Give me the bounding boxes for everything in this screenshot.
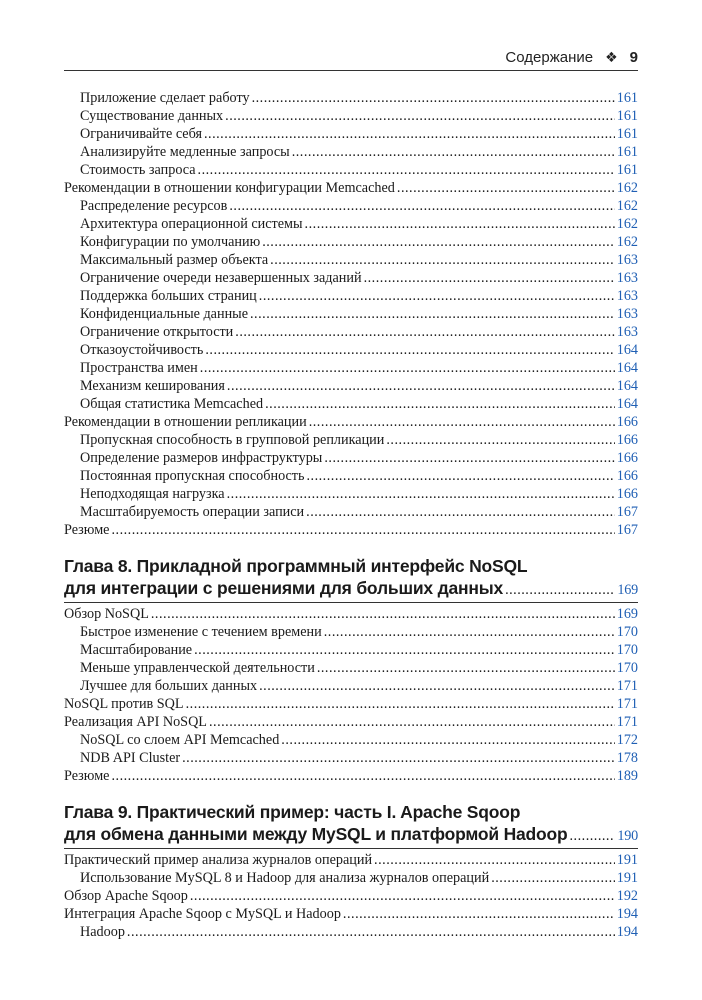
running-header-section: Содержание xyxy=(505,48,594,66)
entry-title: Конфиденциальные данные xyxy=(80,306,248,322)
entry-title: Лучшее для больших данных xyxy=(80,678,258,694)
running-header xyxy=(64,44,638,71)
entry-title: Поддержка больших страниц xyxy=(80,288,257,304)
entry-title: NoSQL со слоем API Memcached xyxy=(80,732,280,748)
entry-page-link: 172 xyxy=(616,732,638,748)
dot-leader xyxy=(306,503,615,521)
dot-leader xyxy=(111,521,614,539)
entry-title: Пропускная способность в групповой репликации xyxy=(80,432,385,448)
dot-leader xyxy=(127,923,615,941)
entry-title: Архитектура операционной системы xyxy=(80,216,303,232)
chapter-page-link: 169 xyxy=(617,582,638,598)
entry-page-link: 192 xyxy=(616,888,638,904)
dot-leader xyxy=(111,767,614,785)
toc-subsection-entry[interactable] xyxy=(64,197,638,215)
toc-section-entry[interactable] xyxy=(64,179,638,197)
dot-leader xyxy=(317,659,615,677)
dot-leader xyxy=(505,579,615,601)
dot-leader xyxy=(227,485,615,503)
entry-title: Меньше управленческой деятельности xyxy=(80,660,315,676)
toc-section-entry[interactable] xyxy=(64,767,638,785)
fleuron-icon: ❖ xyxy=(605,48,618,65)
toc-subsection-entry[interactable] xyxy=(64,677,638,695)
dot-leader xyxy=(309,413,615,431)
dot-leader xyxy=(200,359,615,377)
entry-page-link: 163 xyxy=(616,288,638,304)
toc-subsection-entry[interactable] xyxy=(64,341,638,359)
toc-subsection-entry[interactable] xyxy=(64,323,638,341)
entry-title: Обзор NoSQL xyxy=(64,606,149,622)
entry-page-link: 162 xyxy=(616,180,638,196)
toc-subsection-entry[interactable] xyxy=(64,143,638,161)
entry-page-link: 166 xyxy=(616,468,638,484)
entry-title: Отказоустойчивость xyxy=(80,342,204,358)
dot-leader xyxy=(229,197,614,215)
entry-page-link: 166 xyxy=(616,414,638,430)
entry-page-link: 162 xyxy=(616,234,638,250)
entry-title: Конфигурации по умолчанию xyxy=(80,234,261,250)
entry-title: Ограничение открытости xyxy=(80,324,234,340)
entry-title: Использование MySQL 8 и Hadoop для анализа журналов операций xyxy=(80,870,490,886)
dot-leader xyxy=(397,179,615,197)
toc-subsection-entry[interactable] xyxy=(64,731,638,749)
entry-page-link: 178 xyxy=(616,750,638,766)
dot-leader xyxy=(281,731,614,749)
chapter-heading xyxy=(64,555,638,599)
page-number: 9 xyxy=(629,48,638,66)
entry-title: Интеграция Apache Sqoop с MySQL и Hadoop xyxy=(64,906,341,922)
entry-page-link: 166 xyxy=(616,432,638,448)
entry-title: Анализируйте медленные запросы xyxy=(80,144,290,160)
dot-leader xyxy=(343,905,615,923)
toc-section-entry[interactable] xyxy=(64,521,638,539)
dot-leader xyxy=(209,713,615,731)
toc-subsection-entry[interactable] xyxy=(64,215,638,233)
entry-title: Неподходящая нагрузка xyxy=(80,486,225,502)
dot-leader xyxy=(324,449,614,467)
entry-page-link: 166 xyxy=(616,486,638,502)
toc-subsection-entry[interactable] xyxy=(64,623,638,641)
entry-page-link: 163 xyxy=(616,270,638,286)
entry-page-link: 169 xyxy=(616,606,638,622)
entry-page-link: 161 xyxy=(616,90,638,106)
entry-page-link: 191 xyxy=(616,852,638,868)
chapter-page-link: 190 xyxy=(617,828,638,844)
entry-title: Практический пример анализа журналов операций xyxy=(64,852,373,868)
toc-subsection-entry[interactable] xyxy=(64,431,638,449)
entry-page-link: 194 xyxy=(616,924,638,940)
dot-leader xyxy=(570,825,616,847)
chapter-title-line-1: Глава 9. Практический пример: часть I. Apache Sqoop xyxy=(64,802,521,822)
dot-leader xyxy=(305,215,615,233)
dot-leader xyxy=(151,605,615,623)
entry-page-link: 162 xyxy=(616,216,638,232)
entry-page-link: 167 xyxy=(616,522,638,538)
toc-section-entry[interactable] xyxy=(64,695,638,713)
entry-title: Реализация API NoSQL xyxy=(64,714,207,730)
toc-subsection-entry[interactable] xyxy=(64,395,638,413)
entry-page-link: 170 xyxy=(616,642,638,658)
chapter-title-line-2 xyxy=(64,577,638,599)
entry-title: Ограничение очереди незавершенных заданий xyxy=(80,270,362,286)
entry-title: Механизм кеширования xyxy=(80,378,225,394)
entry-title: Резюме xyxy=(64,768,110,784)
toc-subsection-entry[interactable] xyxy=(64,485,638,503)
dot-leader xyxy=(250,305,615,323)
entry-title: NoSQL против SQL xyxy=(64,696,184,712)
toc-section-entry[interactable] xyxy=(64,413,638,431)
entry-title: Рекомендации в отношении репликации xyxy=(64,414,307,430)
chapter-title-line-1: Глава 8. Прикладной программный интерфейс NoSQL xyxy=(64,556,528,576)
dot-leader xyxy=(292,143,615,161)
dot-leader xyxy=(182,749,615,767)
dot-leader xyxy=(225,107,615,125)
entry-page-link: 164 xyxy=(616,360,638,376)
dot-leader xyxy=(205,341,614,359)
entry-title: Рекомендации в отношении конфигурации Memcached xyxy=(64,180,395,196)
toc-subsection-entry[interactable] xyxy=(64,641,638,659)
dot-leader xyxy=(227,377,615,395)
toc-section-entry[interactable] xyxy=(64,605,638,623)
dot-leader xyxy=(374,851,615,869)
entry-page-link: 189 xyxy=(616,768,638,784)
dot-leader xyxy=(265,395,615,413)
dot-leader xyxy=(204,125,615,143)
entry-page-link: 161 xyxy=(616,144,638,160)
toc-subsection-entry[interactable] xyxy=(64,377,638,395)
toc-subsection-entry[interactable] xyxy=(64,233,638,251)
toc-subsection-entry[interactable] xyxy=(64,269,638,287)
entry-title: Постоянная пропускная способность xyxy=(80,468,305,484)
entry-title: Распределение ресурсов xyxy=(80,198,228,214)
dot-leader xyxy=(194,641,615,659)
table-of-contents xyxy=(64,89,638,941)
dot-leader xyxy=(259,677,615,695)
toc-section-entry[interactable] xyxy=(64,713,638,731)
toc-subsection-entry[interactable] xyxy=(64,305,638,323)
toc-subsection-entry[interactable] xyxy=(64,467,638,485)
entry-title: Определение размеров инфраструктуры xyxy=(80,450,323,466)
entry-title: Ограничивайте себя xyxy=(80,126,202,142)
entry-title: Существование данных xyxy=(80,108,224,124)
toc-subsection-entry[interactable] xyxy=(64,251,638,269)
toc-section-entry[interactable] xyxy=(64,851,638,869)
toc-subsection-entry[interactable] xyxy=(64,449,638,467)
toc-subsection-entry[interactable] xyxy=(64,869,638,887)
entry-title: Быстрое изменение с течением времени xyxy=(80,624,322,640)
entry-title: Максимальный размер объекта xyxy=(80,252,269,268)
toc-subsection-entry[interactable] xyxy=(64,749,638,767)
chapter-rule xyxy=(64,602,638,603)
entry-page-link: 163 xyxy=(616,306,638,322)
toc-section-entry[interactable] xyxy=(64,887,638,905)
entry-page-link: 166 xyxy=(616,450,638,466)
dot-leader xyxy=(252,89,615,107)
entry-page-link: 164 xyxy=(616,396,638,412)
entry-page-link: 164 xyxy=(616,378,638,394)
toc-subsection-entry[interactable] xyxy=(64,923,638,941)
entry-page-link: 161 xyxy=(616,126,638,142)
dot-leader xyxy=(386,431,614,449)
chapter-title-text: для обмена данными между MySQL и платформой Hadoop xyxy=(64,824,568,844)
dot-leader xyxy=(190,887,615,905)
toc-subsection-entry[interactable] xyxy=(64,107,638,125)
toc-subsection-entry[interactable] xyxy=(64,287,638,305)
entry-title: Стоимость запроса xyxy=(80,162,196,178)
toc-subsection-entry[interactable] xyxy=(64,659,638,677)
entry-title: Пространства имен xyxy=(80,360,198,376)
chapter-rule xyxy=(64,848,638,849)
toc-subsection-entry[interactable] xyxy=(64,503,638,521)
entry-page-link: 164 xyxy=(616,342,638,358)
toc-subsection-entry[interactable] xyxy=(64,359,638,377)
dot-leader xyxy=(235,323,614,341)
entry-page-link: 161 xyxy=(616,162,638,178)
entry-page-link: 191 xyxy=(616,870,638,886)
entry-title: NDB API Cluster xyxy=(80,750,181,766)
entry-page-link: 171 xyxy=(616,696,638,712)
dot-leader xyxy=(262,233,615,251)
dot-leader xyxy=(491,869,615,887)
entry-page-link: 171 xyxy=(616,714,638,730)
entry-page-link: 170 xyxy=(616,624,638,640)
entry-page-link: 163 xyxy=(616,324,638,340)
chapter-heading xyxy=(64,801,638,845)
dot-leader xyxy=(364,269,615,287)
chapter-title-text: для интеграции с решениями для больших данных xyxy=(64,578,504,598)
dot-leader xyxy=(259,287,615,305)
entry-page-link: 171 xyxy=(616,678,638,694)
entry-page-link: 161 xyxy=(616,108,638,124)
dot-leader xyxy=(198,161,615,179)
toc-section-entry[interactable] xyxy=(64,905,638,923)
entry-title: Общая статистика Memcached xyxy=(80,396,264,412)
entry-page-link: 170 xyxy=(616,660,638,676)
dot-leader xyxy=(186,695,615,713)
entry-page-link: 162 xyxy=(616,198,638,214)
entry-title: Hadoop xyxy=(80,924,125,940)
dot-leader xyxy=(306,467,614,485)
dot-leader xyxy=(324,623,615,641)
entry-title: Масштабируемость операции записи xyxy=(80,504,305,520)
dot-leader xyxy=(270,251,615,269)
entry-title: Приложение сделает работу xyxy=(80,90,250,106)
entry-title: Обзор Apache Sqoop xyxy=(64,888,188,904)
toc-subsection-entry[interactable] xyxy=(64,125,638,143)
chapter-title-line-2 xyxy=(64,823,638,845)
entry-page-link: 167 xyxy=(616,504,638,520)
entry-title: Резюме xyxy=(64,522,110,538)
entry-title: Масштабирование xyxy=(80,642,193,658)
entry-page-link: 194 xyxy=(616,906,638,922)
toc-subsection-entry[interactable] xyxy=(64,161,638,179)
toc-subsection-entry[interactable] xyxy=(64,89,638,107)
entry-page-link: 163 xyxy=(616,252,638,268)
